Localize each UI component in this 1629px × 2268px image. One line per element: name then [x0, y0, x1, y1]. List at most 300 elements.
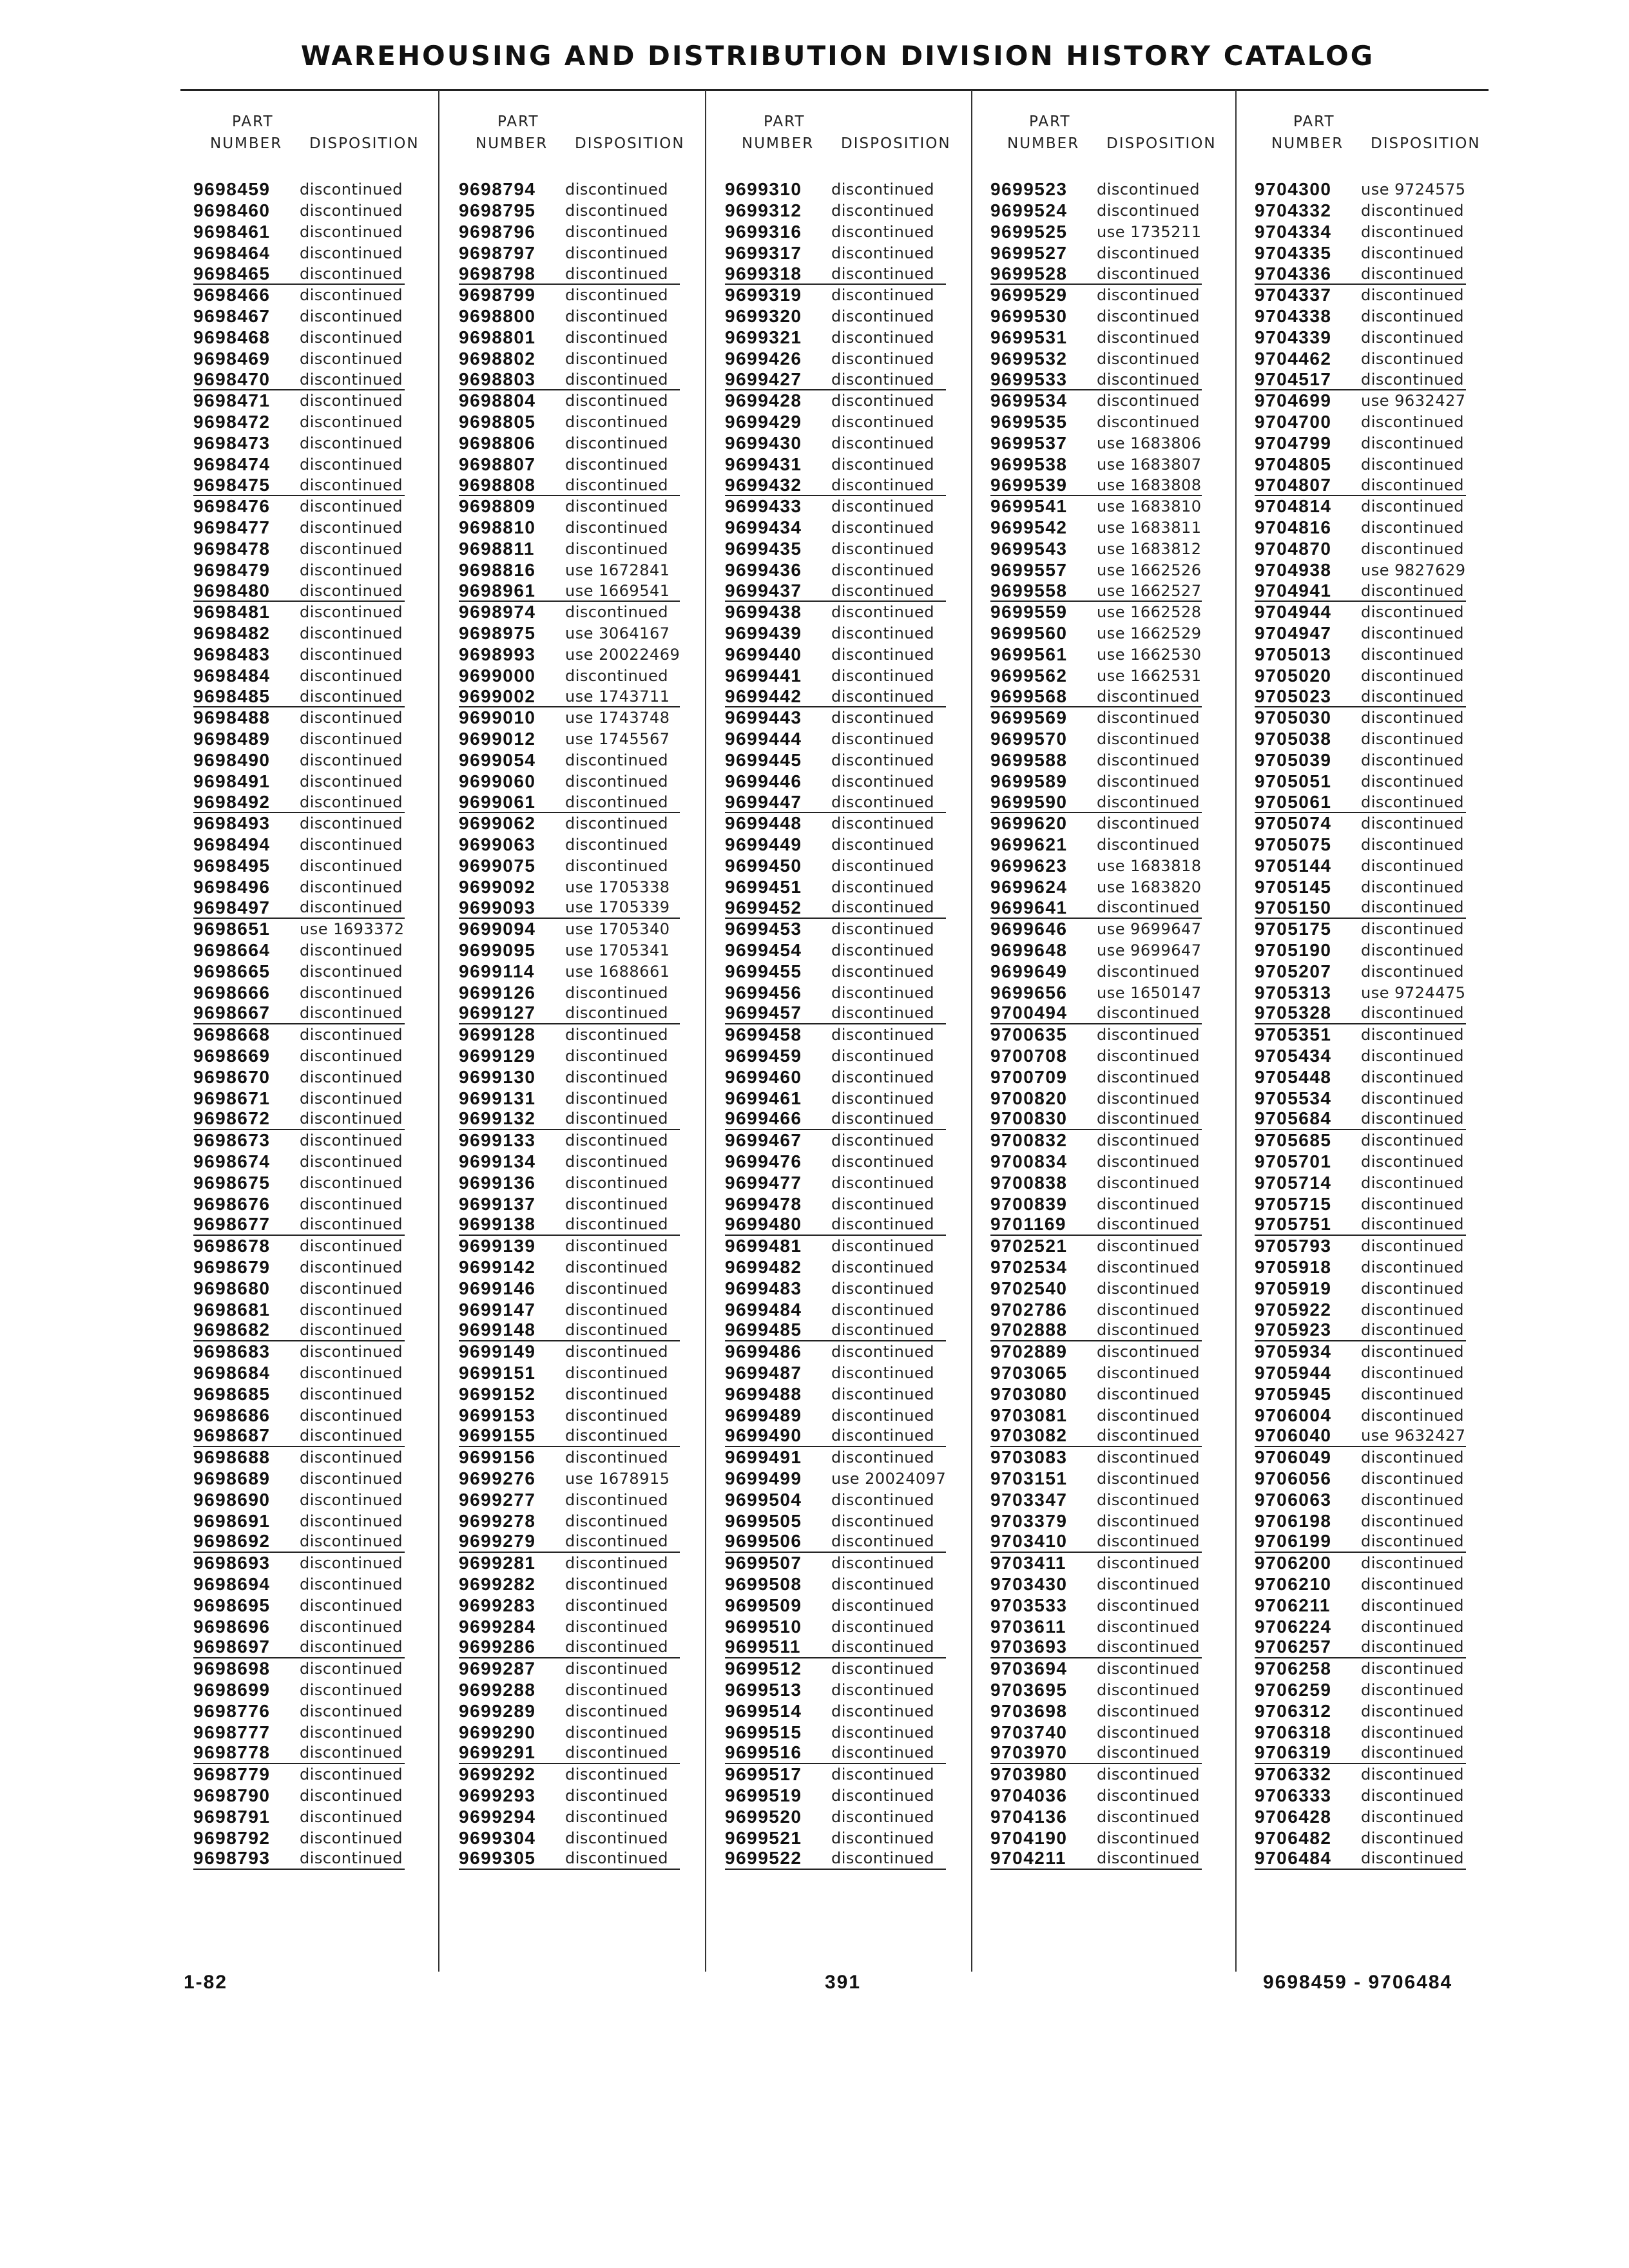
disposition: discontinued: [1097, 1765, 1200, 1784]
disposition: discontinued: [565, 1195, 668, 1213]
disposition: discontinued: [565, 836, 668, 854]
table-row: [459, 919, 680, 940]
table-row: [459, 285, 680, 306]
disposition: discontinued: [831, 202, 934, 220]
disposition: discontinued: [1361, 878, 1464, 896]
part-number: 9705013: [1255, 644, 1332, 664]
disposition: discontinued: [565, 814, 668, 833]
table-row: [725, 1426, 946, 1447]
part-number: 9705175: [1255, 919, 1332, 939]
disposition: use 1705340: [565, 920, 670, 939]
number-label: NUMBER: [210, 135, 283, 152]
table-row: [1255, 1236, 1466, 1257]
part-number: 9699457: [725, 1003, 802, 1023]
disposition: use 1662527: [1097, 581, 1202, 600]
disposition: discontinued: [1097, 413, 1200, 432]
part-number: 9705351: [1255, 1024, 1332, 1045]
table-row: [459, 559, 680, 581]
table-row: [990, 813, 1202, 834]
table-row: [725, 856, 946, 877]
part-number: 9699641: [990, 897, 1068, 918]
part-number: 9699490: [725, 1425, 802, 1446]
part-number: 9698678: [193, 1236, 271, 1256]
disposition: discontinued: [1097, 370, 1200, 389]
table-row: [193, 1574, 405, 1595]
part-number: 9699440: [725, 644, 802, 664]
table-row: [459, 1215, 680, 1236]
part-number: 9706040: [1255, 1425, 1332, 1446]
part-number: 9699063: [459, 834, 536, 855]
part-number: 9699481: [725, 1236, 802, 1256]
part-number: 9698790: [193, 1785, 271, 1805]
part-number: 9704336: [1255, 263, 1332, 284]
part-number: 9698799: [459, 285, 536, 305]
table-row: [725, 1468, 946, 1490]
table-row: [990, 686, 1202, 707]
disposition: discontinued: [831, 370, 934, 389]
disposition: discontinued: [1361, 898, 1464, 917]
table-row: [459, 1827, 680, 1849]
disposition: discontinued: [831, 244, 934, 262]
part-number: 9698465: [193, 263, 271, 284]
table-row: [459, 1172, 680, 1193]
disposition: discontinued: [831, 1744, 934, 1762]
table-row: [193, 1616, 405, 1637]
disposition: discontinued: [565, 1258, 668, 1277]
part-number: 9698461: [193, 221, 271, 242]
table-row: [193, 750, 405, 771]
part-number: 9699476: [725, 1151, 802, 1172]
disposition: discontinued: [565, 1807, 668, 1826]
table-row: [1255, 834, 1466, 856]
part-number: 9706211: [1255, 1595, 1331, 1615]
disposition: discontinued: [300, 349, 403, 368]
disposition: discontinued: [1361, 1638, 1464, 1657]
disposition: discontinued: [300, 1532, 403, 1551]
disposition: discontinued: [1361, 1702, 1464, 1720]
part-number: 9703698: [990, 1700, 1068, 1721]
table-row: [459, 623, 680, 644]
part-number: 9703695: [990, 1679, 1068, 1700]
table-row: [990, 1553, 1202, 1574]
part-number: 9703083: [990, 1447, 1068, 1468]
disposition: discontinued: [565, 1364, 668, 1383]
table-row: [725, 623, 946, 644]
disposition: discontinued: [300, 1554, 403, 1573]
table-row: [725, 1595, 946, 1616]
table-row: [193, 1193, 405, 1215]
disposition: discontinued: [1361, 1829, 1464, 1847]
part-number: 9705751: [1255, 1214, 1332, 1235]
disposition: discontinued: [1097, 1300, 1200, 1319]
number-label: NUMBER: [742, 135, 815, 152]
disposition: discontinued: [565, 413, 668, 432]
table-row: [459, 1616, 680, 1637]
table-row: [990, 1299, 1202, 1320]
disposition: use 1745567: [565, 730, 670, 749]
part-number: 9700820: [990, 1088, 1068, 1108]
disposition: discontinued: [1097, 1385, 1200, 1403]
table-row: [990, 1510, 1202, 1532]
part-number: 9706259: [1255, 1679, 1332, 1700]
disposition: discontinued: [831, 1596, 934, 1615]
disposition: use 1683808: [1097, 476, 1202, 494]
part-number: 9699527: [990, 242, 1068, 263]
disposition: use 1683810: [1097, 497, 1202, 516]
disposition: discontinued: [565, 1786, 668, 1805]
disposition: discontinued: [831, 328, 934, 347]
table-row: [1255, 1785, 1466, 1807]
table-row: [990, 369, 1202, 390]
part-number: 9705715: [1255, 1193, 1332, 1214]
table-row: [990, 433, 1202, 454]
disposition: discontinued: [300, 772, 403, 791]
disposition: discontinued: [1361, 1300, 1464, 1319]
disposition: discontinued: [1097, 730, 1200, 749]
part-number: 9699092: [459, 876, 536, 897]
disposition: discontinued: [300, 222, 403, 241]
disposition: discontinued: [565, 1490, 668, 1509]
part-number: 9698460: [193, 200, 271, 221]
table-row: [990, 1405, 1202, 1426]
disposition: discontinued: [565, 539, 668, 558]
disposition: discontinued: [1097, 1153, 1200, 1171]
part-number: 9703430: [990, 1573, 1068, 1594]
table-row: [1255, 1637, 1466, 1658]
table-row: [459, 475, 680, 496]
disposition: discontinued: [565, 1660, 668, 1678]
table-row: [990, 898, 1202, 919]
disposition: discontinued: [831, 1829, 934, 1847]
table-row: [1255, 919, 1466, 940]
table-row: [1255, 961, 1466, 982]
part-number: 9698483: [193, 644, 271, 664]
part-number: 9698778: [193, 1742, 271, 1763]
table-row: [193, 1806, 405, 1827]
disposition: discontinued: [300, 180, 403, 199]
disposition: discontinued: [1097, 1004, 1200, 1023]
part-number: 9704941: [1255, 580, 1332, 601]
disposition: discontinued: [831, 476, 934, 494]
table-row: [725, 454, 946, 475]
part-number: 9699137: [459, 1193, 536, 1214]
disposition: discontinued: [831, 624, 934, 643]
part-number: 9703411: [990, 1553, 1066, 1573]
disposition: discontinued: [300, 1004, 403, 1023]
disposition: discontinued: [300, 1744, 403, 1762]
part-number: 9699277: [459, 1489, 536, 1510]
disposition: discontinued: [1097, 1110, 1200, 1128]
disposition: discontinued: [300, 1660, 403, 1678]
part-number: 9699539: [990, 474, 1068, 495]
disposition: discontinued: [565, 772, 668, 791]
table-row: [990, 1468, 1202, 1490]
table-row: [193, 242, 405, 264]
part-number: 9698699: [193, 1679, 271, 1700]
disposition: discontinued: [1361, 1765, 1464, 1784]
disposition: discontinued: [1361, 413, 1464, 432]
disposition: discontinued: [1361, 709, 1464, 727]
disposition: use 1688661: [565, 962, 670, 981]
disposition: discontinued: [1097, 687, 1200, 706]
part-number: 9698961: [459, 580, 536, 601]
part-number: 9699517: [725, 1764, 802, 1785]
table-row: [725, 1405, 946, 1426]
table-row: [459, 1236, 680, 1257]
table-row: [990, 1066, 1202, 1088]
disposition: discontinued: [565, 222, 668, 241]
disposition: discontinued: [1361, 222, 1464, 241]
part-number: 9698810: [459, 517, 536, 538]
part-number: 9698675: [193, 1172, 271, 1193]
table-row: [1255, 1680, 1466, 1701]
part-number: 9698489: [193, 729, 271, 749]
table-row: [1255, 1383, 1466, 1405]
disposition: discontinued: [831, 1427, 934, 1445]
table-row: [193, 1447, 405, 1468]
disposition: discontinued: [831, 349, 934, 368]
part-number: 9704335: [1255, 242, 1332, 263]
table-row: [193, 1299, 405, 1320]
part-number: 9699312: [725, 200, 802, 221]
table-row: [459, 179, 680, 200]
table-row: [459, 327, 680, 349]
disposition: discontinued: [1361, 603, 1464, 622]
disposition: discontinued: [1097, 1237, 1200, 1256]
disposition: discontinued: [1361, 1680, 1464, 1699]
disposition: discontinued: [831, 856, 934, 875]
part-number: 9698673: [193, 1130, 271, 1151]
disposition: discontinued: [565, 1702, 668, 1720]
part-number: 9699506: [725, 1531, 802, 1552]
part-number: 9698816: [459, 559, 536, 580]
part-number: 9699438: [725, 602, 802, 622]
disposition: discontinued: [300, 1575, 403, 1593]
part-number: 9699530: [990, 306, 1068, 327]
disposition: discontinued: [565, 1406, 668, 1425]
table-row: [193, 665, 405, 686]
part-number: 9699433: [725, 496, 802, 517]
disposition: use 1705339: [565, 898, 670, 917]
disposition: discontinued: [1361, 624, 1464, 643]
table-row: [990, 306, 1202, 327]
part-number: 9705919: [1255, 1278, 1332, 1298]
disposition: discontinued: [1361, 751, 1464, 769]
part-number: 9703379: [990, 1510, 1068, 1531]
disposition: discontinued: [1361, 328, 1464, 347]
disposition: discontinued: [300, 962, 403, 981]
part-number: 9699487: [725, 1363, 802, 1383]
part-number: 9699061: [459, 791, 536, 812]
part-number: 9705534: [1255, 1088, 1332, 1108]
disposition: use 1669541: [565, 581, 670, 600]
disposition: discontinued: [1361, 1173, 1464, 1192]
table-row: [1255, 1426, 1466, 1447]
part-number: 9704807: [1255, 474, 1332, 495]
part-number: 9699562: [990, 665, 1068, 686]
table-row: [725, 475, 946, 496]
table-row: [459, 1489, 680, 1510]
table-row: [990, 1827, 1202, 1849]
part-number: 9699499: [725, 1468, 802, 1488]
part-number: 9699491: [725, 1447, 802, 1468]
part-number: 9699426: [725, 348, 802, 369]
disposition: discontinued: [565, 202, 668, 220]
part-number: 9699294: [459, 1806, 536, 1827]
part-number: 9699128: [459, 1024, 536, 1045]
disposition: discontinued: [565, 328, 668, 347]
part-number: 9698474: [193, 454, 271, 474]
disposition: discontinued: [1097, 1364, 1200, 1383]
table-row: [725, 1003, 946, 1024]
table-row: [459, 1024, 680, 1046]
part-number: 9699002: [459, 686, 536, 706]
part-number: 9699486: [725, 1341, 802, 1362]
part-number: 9704799: [1255, 432, 1332, 453]
part-number: 9699478: [725, 1193, 802, 1214]
disposition: discontinued: [1097, 1660, 1200, 1678]
part-number: 9699505: [725, 1510, 802, 1531]
table-row: [1255, 982, 1466, 1003]
disposition: discontinued: [1361, 581, 1464, 600]
part-number: 9699436: [725, 559, 802, 580]
table-row: [193, 475, 405, 496]
part-number: 9703410: [990, 1531, 1068, 1552]
table-row: [990, 856, 1202, 877]
part-number: 9698791: [193, 1806, 271, 1827]
disposition: use 20022469: [565, 645, 680, 664]
disposition: discontinued: [1097, 1427, 1200, 1445]
part-number: 9706056: [1255, 1468, 1332, 1488]
disposition: discontinued: [1097, 244, 1200, 262]
part-number: 9703740: [990, 1722, 1068, 1742]
part-number: 9703151: [990, 1468, 1068, 1488]
table-row: [725, 517, 946, 539]
disposition: discontinued: [831, 1680, 934, 1699]
disposition: discontinued: [1361, 370, 1464, 389]
table-row: [193, 1849, 405, 1870]
disposition: discontinued: [831, 1110, 934, 1128]
row-list: [990, 179, 1202, 1870]
table-row: [725, 940, 946, 961]
part-number: 9698691: [193, 1510, 271, 1531]
table-row: [990, 729, 1202, 750]
disposition: discontinued: [300, 1237, 403, 1256]
disposition: discontinued: [1361, 244, 1464, 262]
table-row: [459, 454, 680, 475]
disposition: discontinued: [565, 476, 668, 494]
disposition: discontinued: [1097, 1026, 1200, 1044]
part-number: 9706257: [1255, 1637, 1332, 1657]
part-number: 9698796: [459, 221, 536, 242]
part-number: 9704190: [990, 1827, 1068, 1848]
table-row: [1255, 559, 1466, 581]
disposition-label: DISPOSITION: [841, 135, 951, 152]
table-row: [193, 222, 405, 243]
part-number: 9698806: [459, 432, 536, 453]
table-row: [725, 222, 946, 243]
table-row: [725, 876, 946, 898]
part-number: 9699521: [725, 1827, 802, 1848]
table-row: [1255, 306, 1466, 327]
table-row: [459, 792, 680, 813]
disposition: discontinued: [831, 1131, 934, 1150]
table-row: [193, 771, 405, 792]
table-row: [1255, 1827, 1466, 1849]
disposition: discontinued: [1361, 772, 1464, 791]
disposition: discontinued: [831, 519, 934, 537]
part-number: 9698471: [193, 390, 271, 411]
disposition: use 3064167: [565, 624, 670, 643]
disposition: discontinued: [831, 920, 934, 939]
table-row: [725, 539, 946, 560]
disposition: discontinued: [1097, 1829, 1200, 1847]
disposition: discontinued: [1361, 1596, 1464, 1615]
table-row: [990, 581, 1202, 602]
disposition: discontinued: [1097, 202, 1200, 220]
part-number: 9698479: [193, 559, 271, 580]
disposition: discontinued: [565, 1343, 668, 1361]
part-number: 9698696: [193, 1616, 271, 1637]
part-number: 9699535: [990, 412, 1068, 432]
disposition: discontinued: [1097, 1195, 1200, 1213]
disposition: discontinued: [831, 772, 934, 791]
disposition: use 9724475: [1361, 983, 1466, 1002]
part-number: 9699148: [459, 1320, 536, 1340]
disposition: discontinued: [300, 1786, 403, 1805]
disposition: discontinued: [1097, 814, 1200, 833]
disposition: discontinued: [831, 455, 934, 474]
table-row: [1255, 665, 1466, 686]
part-number: 9699437: [725, 580, 802, 601]
disposition: discontinued: [300, 814, 403, 833]
part-number: 9705313: [1255, 982, 1332, 1003]
part-number: 9699590: [990, 791, 1068, 812]
disposition: discontinued: [1361, 455, 1464, 474]
disposition: discontinued: [565, 307, 668, 326]
disposition: discontinued: [300, 836, 403, 854]
part-number: 9699482: [725, 1257, 802, 1278]
table-row: [193, 898, 405, 919]
table-row: [1255, 454, 1466, 475]
disposition: discontinued: [1097, 1575, 1200, 1593]
part-number: 9698480: [193, 580, 271, 601]
part-number: 9699093: [459, 897, 536, 918]
column-divider: [438, 90, 439, 1972]
disposition: discontinued: [1097, 772, 1200, 791]
part-number: 9705190: [1255, 940, 1332, 961]
part-number: 9704338: [1255, 306, 1332, 327]
disposition: use 1743748: [565, 709, 670, 727]
part-number: 9699431: [725, 454, 802, 474]
table-row: [1255, 813, 1466, 834]
part-number: 9705793: [1255, 1236, 1332, 1256]
part-number: 9705685: [1255, 1130, 1332, 1151]
part-number: 9698975: [459, 623, 536, 644]
table-row: [990, 1363, 1202, 1384]
part-number: 9699435: [725, 538, 802, 559]
disposition-label: DISPOSITION: [575, 135, 685, 152]
part-number: 9698690: [193, 1489, 271, 1510]
table-row: [1255, 1193, 1466, 1215]
table-row: [1255, 792, 1466, 813]
disposition: discontinued: [565, 1110, 668, 1128]
part-number: 9698777: [193, 1722, 271, 1742]
disposition: discontinued: [1097, 264, 1200, 283]
table-row: [193, 200, 405, 222]
part-number: 9699305: [459, 1848, 536, 1869]
disposition: discontinued: [1361, 1617, 1464, 1636]
